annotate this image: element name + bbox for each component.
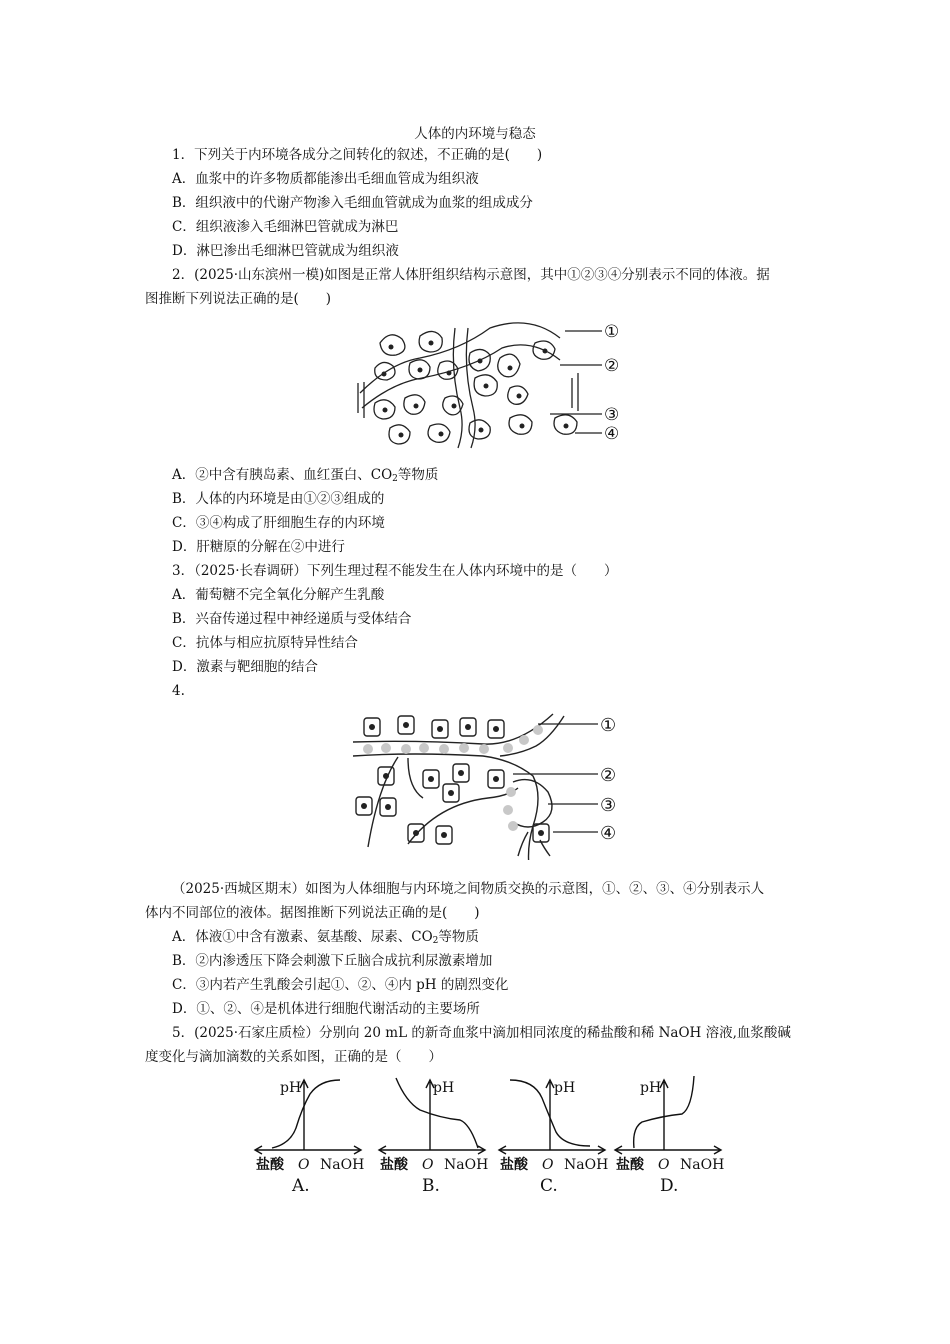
q5-graph-a-origin: O	[298, 1157, 310, 1173]
q1-stem: 1．下列关于内环境各成分之间转化的叙述，不正确的是( )	[172, 147, 543, 163]
q2-option-c: C．③④构成了肝细胞生存的内环境	[172, 515, 385, 531]
q5-graph-a-left: 盐酸	[256, 1157, 284, 1173]
q3-option-c: C．抗体与相应抗原特异性结合	[172, 635, 358, 651]
q5-graph-a-ylabel: pH	[280, 1080, 302, 1096]
q2-label-3: ③	[604, 405, 620, 425]
q5-graph-a-letter: A.	[292, 1176, 310, 1194]
q5-graph-c-letter: C.	[540, 1176, 558, 1194]
q5-graph-d-left: 盐酸	[616, 1157, 644, 1173]
q3-option-b: B．兴奋传递过程中神经递质与受体结合	[172, 611, 412, 627]
q4-stem-line2: 体内不同部位的液体。据图推断下列说法正确的是( )	[145, 905, 480, 921]
q5-graph-a-right: NaOH	[320, 1157, 365, 1173]
q4-label-3: ③	[600, 795, 617, 816]
q5-graph-d-ylabel: pH	[640, 1080, 662, 1096]
q5-graph-d	[612, 1074, 728, 1194]
q4-option-b: B．②内渗透压下降会刺激下丘脑合成抗利尿激素增加	[172, 953, 493, 969]
q4-option-c: C．③内若产生乳酸会引起①、②、④内 pH 的剧烈变化	[172, 977, 509, 993]
q5-graph-c-origin: O	[542, 1157, 554, 1173]
q4-option-d: D．①、②、④是机体进行细胞代谢活动的主要场所	[172, 1001, 480, 1017]
q3-option-a: A．葡萄糖不完全氧化分解产生乳酸	[172, 587, 385, 603]
q2-label-4: ④	[604, 424, 620, 444]
q2-option-a: A．②中含有胰岛素、血红蛋白、$CO_2$等物质	[172, 467, 439, 484]
cell-exchange-diagram	[348, 712, 630, 860]
q5-stem-line2: 度变化与滴加滴数的关系如图，正确的是（ ）	[145, 1049, 442, 1065]
q4-number: 4.	[172, 683, 185, 699]
q3-option-d: D．激素与靶细胞的结合	[172, 659, 318, 675]
q5-graph-d-letter: D.	[660, 1176, 679, 1194]
q3-stem: 3．（2025·长春调研）下列生理过程不能发生在人体内环境中的是（ ）	[172, 563, 618, 579]
q4-label-2: ②	[600, 765, 617, 786]
q5-graph-a	[252, 1074, 368, 1194]
q5-graph-d-origin: O	[658, 1157, 670, 1173]
q2-label-2: ②	[604, 356, 620, 376]
q1-option-a: A．血浆中的许多物质都能渗出毛细血管成为组织液	[172, 171, 479, 187]
q4-stem-line1: （2025·西城区期末）如图为人体细胞与内环境之间物质交换的示意图，①、②、③、④分别表示人	[172, 881, 765, 897]
q5-graph-c-left: 盐酸	[500, 1157, 528, 1173]
page-title: 人体的内环境与稳态	[414, 126, 536, 142]
q2-option-d: D．肝糖原的分解在②中进行	[172, 539, 345, 555]
q2-option-b: B．人体的内环境是由①②③组成的	[172, 491, 385, 507]
q5-graph-c-ylabel: pH	[554, 1080, 576, 1096]
q2-stem-line2: 图推断下列说法正确的是( )	[145, 291, 332, 307]
q5-graph-b-right: NaOH	[444, 1157, 489, 1173]
q5-graph-c-right: NaOH	[564, 1157, 609, 1173]
q5-graph-b-letter: B.	[422, 1176, 440, 1194]
q4-label-1: ①	[600, 715, 617, 736]
q1-option-d: D．淋巴渗出毛细淋巴管就成为组织液	[172, 243, 399, 259]
q1-option-c: C．组织液渗入毛细淋巴管就成为淋巴	[172, 219, 399, 235]
q4-label-4: ④	[600, 823, 617, 844]
q5-stem-line1: 5．(2025·石家庄质检）分别向 20 mL 的新奇血浆中滴加相同浓度的稀盐酸和稀 NaOH 溶液,血浆酸碱	[172, 1025, 791, 1041]
q1-option-b: B．组织液中的代谢产物渗入毛细血管就成为血浆的组成成分	[172, 195, 533, 211]
q5-graph-d-right: NaOH	[680, 1157, 725, 1173]
q5-graph-b	[376, 1074, 492, 1194]
q2-label-1: ①	[604, 322, 620, 342]
liver-tissue-diagram	[350, 318, 630, 453]
q5-graph-c	[496, 1074, 612, 1194]
q5-graph-b-ylabel: pH	[433, 1080, 455, 1096]
q2-stem-line1: 2．(2025·山东滨州一模)如图是正常人体肝组织结构示意图，其中①②③④分别表示不同的体液。据	[172, 267, 770, 283]
q5-graph-b-origin: O	[422, 1157, 434, 1173]
q4-option-a: A．体液①中含有激素、氨基酸、尿素、$CO_2$等物质	[172, 929, 479, 946]
q5-graph-b-left: 盐酸	[380, 1157, 408, 1173]
